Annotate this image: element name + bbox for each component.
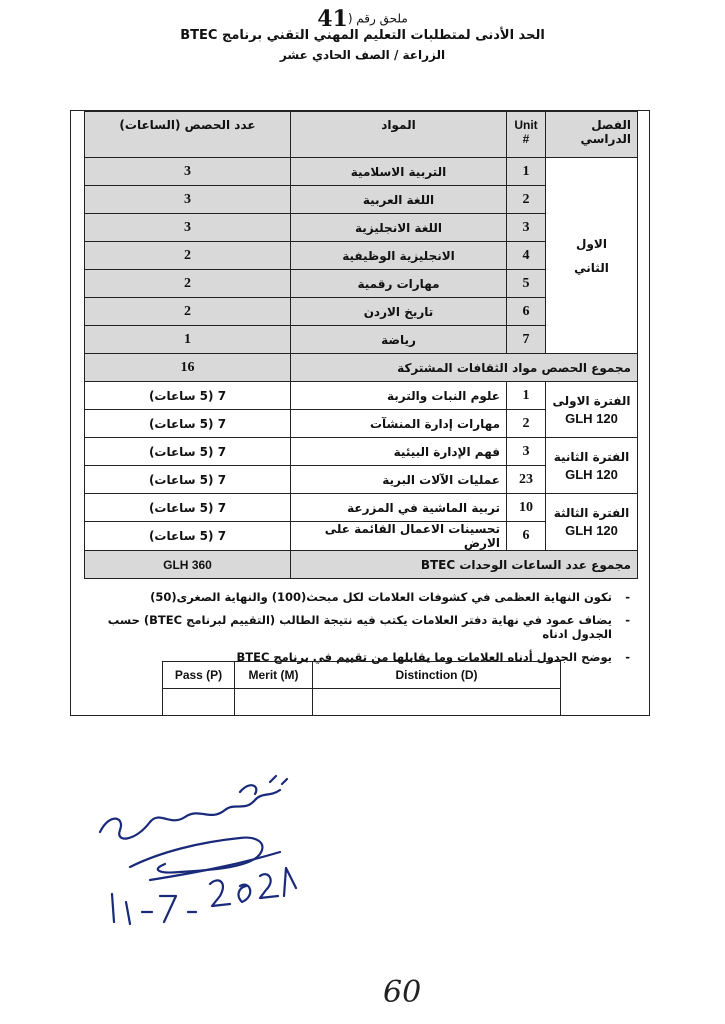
header-semester: الفصل الدراسي [546, 112, 638, 158]
header-subjects: المواد [291, 112, 507, 158]
hours-cell: 2 [85, 270, 291, 298]
hours-cell: 3 [85, 214, 291, 242]
unit-cell: 1 [507, 382, 546, 410]
subject-cell: مهارات رقمية [291, 270, 507, 298]
subject-cell: عمليات الآلات البرية [291, 466, 507, 494]
hours-cell: 7 (5 ساعات) [85, 466, 291, 494]
header-unit: Unit # [507, 112, 546, 158]
period-cell: الفترة الثالثة 120 GLH [546, 494, 638, 551]
grade-distinction: Distinction (D) [313, 662, 561, 689]
unit-cell: 1 [507, 158, 546, 186]
hours-cell: 7 (5 ساعات) [85, 438, 291, 466]
document-subtitle: الزراعة / الصف الحادي عشر [279, 48, 446, 62]
unit-cell: 3 [507, 438, 546, 466]
table-row [85, 158, 638, 186]
subject-cell: التربية الاسلامية [291, 158, 507, 186]
btec-total-value: 360 GLH [85, 551, 291, 579]
period-cell: الفترة الثانية 120 GLH [546, 438, 638, 494]
handwritten-signature [90, 772, 340, 932]
unit-cell: 5 [507, 270, 546, 298]
note-item: - يضاف عمود في نهاية دفتر العلامات يكتب فيه نتيجة الطالب (التقييم لبرنامج BTEC) حسب الجدول ادناه [100, 613, 630, 641]
table-row [85, 494, 638, 522]
table-header-row [85, 112, 638, 158]
subject-cell: تاريخ الاردن [291, 298, 507, 326]
subject-cell: تربية الماشية في المزرعة [291, 494, 507, 522]
hours-cell: 2 [85, 298, 291, 326]
hours-cell: 3 [85, 186, 291, 214]
hours-cell: 7 (5 ساعات) [85, 382, 291, 410]
annex-label: ملحق رقم (41 [317, 6, 408, 32]
grade-merit: Merit (M) [235, 662, 313, 689]
subject-cell: الانجليزية الوظيفية [291, 242, 507, 270]
unit-cell: 10 [507, 494, 546, 522]
subject-cell: رياضة [291, 326, 507, 354]
unit-cell: 2 [507, 186, 546, 214]
unit-cell: 7 [507, 326, 546, 354]
common-total-row [85, 354, 638, 382]
unit-cell: 3 [507, 214, 546, 242]
grade-merit-value [235, 689, 313, 716]
subject-cell: فهم الإدارة البيئية [291, 438, 507, 466]
semester-cell: الاول الثاني [546, 158, 638, 354]
unit-cell: 2 [507, 410, 546, 438]
common-total-value: 16 [85, 354, 291, 382]
hours-cell: 1 [85, 326, 291, 354]
hours-cell: 3 [85, 158, 291, 186]
btec-total-row [85, 551, 638, 579]
unit-cell: 6 [507, 522, 546, 551]
hours-cell: 7 (5 ساعات) [85, 410, 291, 438]
document-title: الحد الأدنى لمتطلبات التعليم المهني التقني برنامج BTEC [180, 28, 545, 43]
page-number: 60 [383, 975, 422, 1010]
subject-cell: مهارات إدارة المنشآت [291, 410, 507, 438]
common-total-label: مجموع الحصص مواد الثقافات المشتركة [291, 354, 638, 382]
hours-cell: 7 (5 ساعات) [85, 494, 291, 522]
annex-number: 41 [317, 6, 348, 32]
unit-cell: 23 [507, 466, 546, 494]
unit-cell: 6 [507, 298, 546, 326]
grading-table [162, 661, 561, 716]
grade-pass: Pass (P) [163, 662, 235, 689]
note-item: - تكون النهاية العظمى في كشوفات العلامات لكل مبحث(100) والنهاية الصغرى(50) [100, 590, 630, 604]
note-item: - يوضح الجدول أدناه العلامات وما يقابلها من تقييم في برنامج BTEC [100, 650, 630, 664]
table-row [85, 438, 638, 466]
grade-pass-value [163, 689, 235, 716]
unit-cell: 4 [507, 242, 546, 270]
hours-cell: 2 [85, 242, 291, 270]
header-hours: عدد الحصص (الساعات) [85, 112, 291, 158]
curriculum-table [84, 111, 638, 579]
period-cell: الفترة الاولى 120 GLH [546, 382, 638, 438]
subject-cell: علوم النبات والتربة [291, 382, 507, 410]
table-row [85, 382, 638, 410]
subject-cell: اللغة العربية [291, 186, 507, 214]
btec-total-label: مجموع عدد الساعات الوحدات BTEC [291, 551, 638, 579]
grade-distinction-value [313, 689, 561, 716]
hours-cell: 7 (5 ساعات) [85, 522, 291, 551]
subject-cell: تحسينات الاعمال القائمة على الارض [291, 522, 507, 551]
subject-cell: اللغة الانجليزية [291, 214, 507, 242]
